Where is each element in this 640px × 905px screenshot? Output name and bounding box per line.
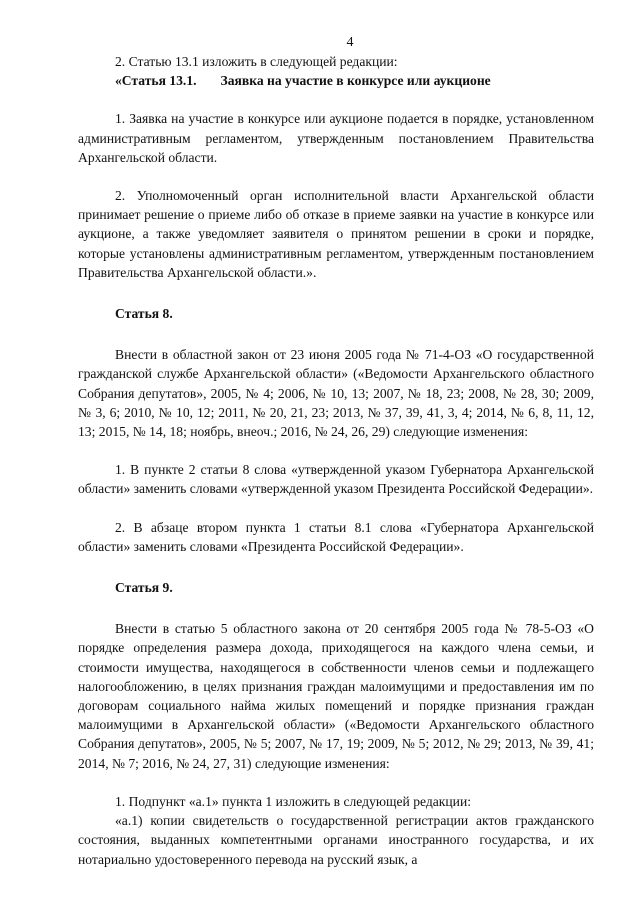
article-8-item-1: 1. В пункте 2 статьи 8 слова «утвержденной указом Губернатора Архангельской области» заменить словами «утвержденной указом Президента Российской Федерации». [78, 462, 594, 497]
page-number: 4 [346, 35, 354, 50]
article-13-1-heading [78, 71, 594, 90]
article-9-title: Статья 9. [115, 580, 173, 596]
article-9-item-1-text: «а.1) копии свидетельств о государственной регистрации актов гражданского состояния, выданных компетентными органами иностранного государства, и их нотариально удостоверенного перевода на русский язык, а [78, 813, 594, 867]
article-9-item-1: 1. Подпункт «а.1» пункта 1 изложить в следующей редакции: [115, 793, 471, 809]
art7-item2-intro: 2. Статью 13.1 изложить в следующей редакции: [115, 54, 398, 69]
article-8-title: Статья 8. [115, 306, 173, 322]
article-9-intro: Внести в статью 5 областного закона от 20 сентября 2005 года № 78-5-ОЗ «О порядке определения размера дохода, приходящегося на каждого члена семьи, и стоимости имущества, находящегося в собственности членов семьи и подлежащего налогообложению, в целях признания граждан малоимущими и предоставления им по договорам социального найма жилых помещений и порядке признания граждан малоимущими в Архангельской области» («Ведомости Архангельского областного Собрания депутатов», 2005, № 5; 2007, № 17, 19; 2009, № 5; 2012, № 29; 2013, № 39, 41; 2014, № 7; 2016, № 24, 27, 31) следующие изменения: [78, 621, 594, 771]
article-8-item-2: 2. В абзаце втором пункта 1 статьи 8.1 слова «Губернатора Архангельской области» заменить словами «Президента Российской Федерации». [78, 519, 594, 554]
art13-1-paragraph-1: 1. Заявка на участие в конкурсе или аукционе подается в порядке, установленном административным регламентом, утвержденным постановлением Правительства Архангельской области. [78, 111, 594, 165]
article-13-1-title: Заявка на участие в конкурсе или аукционе [220, 73, 491, 89]
article-8-intro: Внести в областной закон от 23 июня 2005 года № 71-4-ОЗ «О государственной гражданской службе Архангельской области» («Ведомости Архангельского областного Собрания депутатов», 2005, № 4; 2006, № 10, 13; 2007, № 18, 23; 2008, № 28, 30; 2009, № 3, 6; 2010, № 10, 12; 2011, № 20, 21, 23; 2013, № 37, 39, 41, 3, 4; 2014, № 6, 8, 11, 12, 13; 2015, № 14, 18; ноябрь, внеоч.; 2016, № 24, 26, 29) следующие изменения: [78, 347, 594, 440]
art13-1-paragraph-2: 2. Уполномоченный орган исполнительной власти Архангельской области принимает решение о приеме либо об отказе в приеме заявки на участие в конкурсе или аукционе, а также уведомляет заявителя о принятом решении в сроки и порядке, которые установлены административным регламентом, утвержденным постановлением Правительства Архангельской области.». [78, 188, 594, 280]
article-13-1-number: «Статья 13.1. [115, 73, 197, 89]
